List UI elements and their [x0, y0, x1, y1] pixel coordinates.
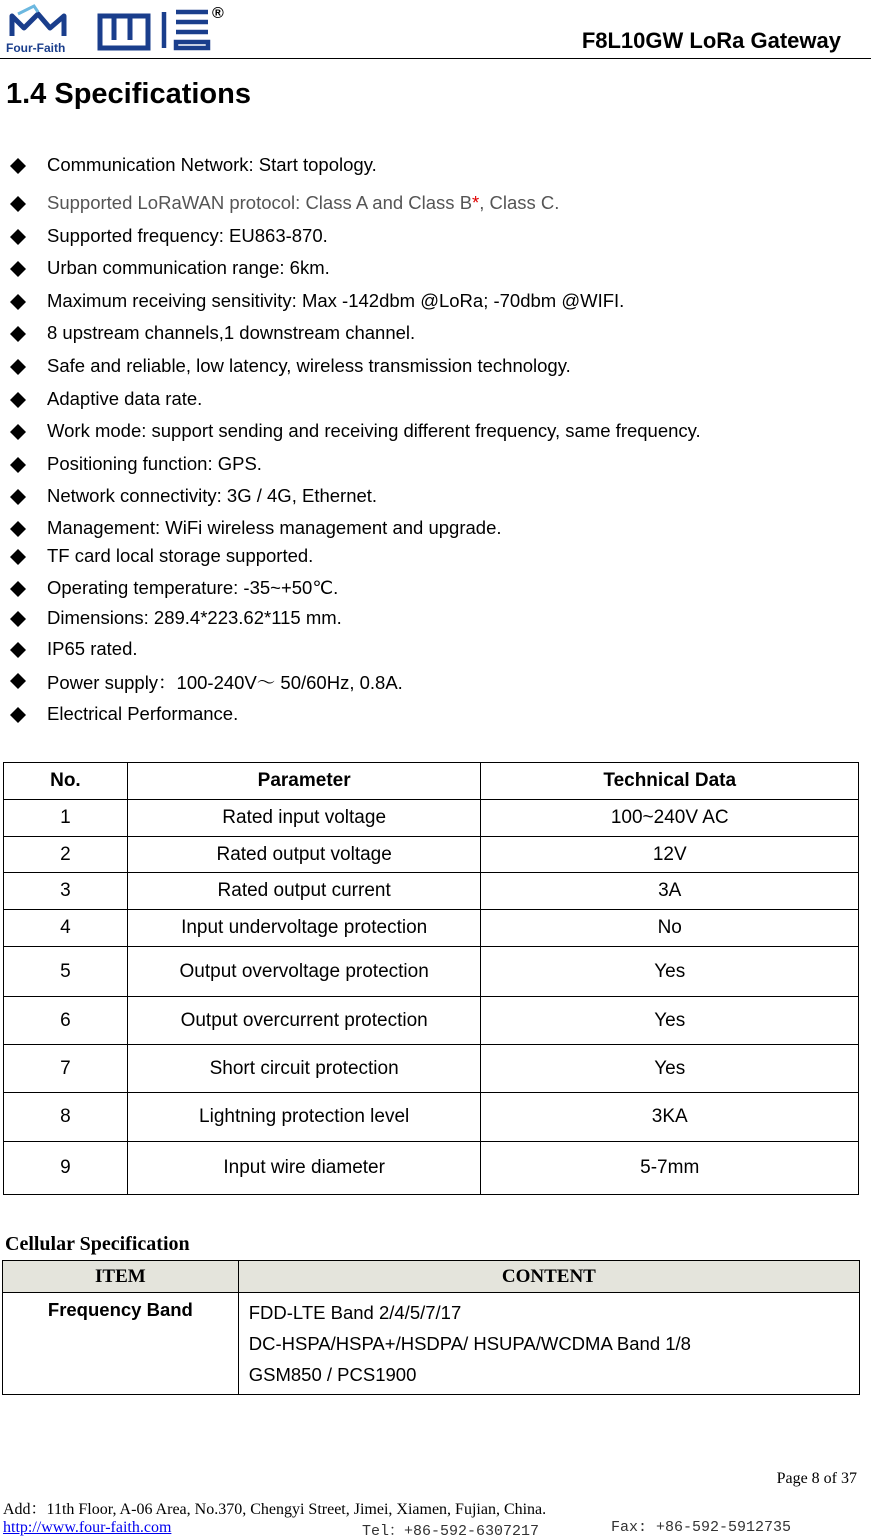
bullet-text: Safe and reliable, low latency, wireless transmission technology.: [47, 355, 571, 376]
bullet-text: Maximum receiving sensitivity: Max -142dbm @LoRa; -70dbm @WIFI.: [47, 290, 625, 311]
content-cell: [238, 1293, 859, 1395]
table-cell: Input wire diameter: [127, 1142, 481, 1195]
table-row: [4, 1142, 859, 1195]
bullet-text: Communication Network: Start topology.: [47, 154, 377, 175]
table-cell: 6: [4, 997, 128, 1045]
diamond-bullet-icon: [10, 294, 26, 310]
cellular-spec-table: [2, 1260, 860, 1395]
content-line: FDD-LTE Band 2/4/5/7/17: [248, 1302, 462, 1323]
table-cell: Rated output voltage: [127, 837, 481, 873]
table-row: [4, 910, 859, 947]
bullet-text-part: Supported LoRaWAN protocol: Class A and Class B: [47, 192, 473, 213]
bullet-text: Network connectivity: 3G / 4G, Ethernet.: [47, 485, 378, 506]
page-number: Page 8 of 37: [776, 1470, 857, 1487]
bullet-text: Positioning function: GPS.: [47, 453, 262, 474]
bullet-text-part: , Class C.: [479, 192, 560, 213]
table-cell: Yes: [481, 947, 859, 997]
bullet-text: Urban communication range: 6km.: [47, 257, 330, 278]
page-header: [0, 0, 871, 59]
table-cell: 5-7mm: [481, 1142, 859, 1195]
table-cell: Short circuit protection: [127, 1045, 481, 1093]
table-cell: 2: [4, 837, 128, 873]
table-cell: 1: [4, 800, 128, 837]
diamond-bullet-icon: [10, 642, 26, 658]
diamond-bullet-icon: [10, 611, 26, 627]
table-cell: 100~240V AC: [481, 800, 859, 837]
diamond-bullet-icon: [10, 581, 26, 597]
website-link[interactable]: http://www.four-faith.com: [3, 1519, 172, 1536]
item-cell: Frequency Band: [3, 1293, 239, 1395]
bullet-text: Supported frequency: EU863-870.: [47, 225, 328, 246]
diamond-bullet-icon: [10, 521, 26, 537]
document-title: F8L10GW LoRa Gateway: [581, 28, 841, 53]
table-cell: 4: [4, 910, 128, 947]
diamond-bullet-icon: [10, 707, 26, 723]
four-faith-logo: [4, 2, 234, 56]
diamond-bullet-icon: [10, 359, 26, 375]
diamond-bullet-icon: [10, 457, 26, 473]
table-cell: 3KA: [481, 1093, 859, 1142]
table-cell: Output overcurrent protection: [127, 997, 481, 1045]
column-header: Parameter: [127, 763, 481, 800]
diamond-bullet-icon: [10, 326, 26, 342]
table-row: [4, 1093, 859, 1142]
content-line: DC-HSPA/HSPA+/HSDPA/ HSUPA/WCDMA Band 1/8: [248, 1333, 691, 1354]
table-cell: 3: [4, 873, 128, 910]
bullet-text: Dimensions: 289.4*223.62*115 mm.: [47, 607, 342, 628]
table-cell: Output overvoltage protection: [127, 947, 481, 997]
diamond-bullet-icon: [10, 261, 26, 277]
table-cell: 3A: [481, 873, 859, 910]
logo-text: Four-Faith: [6, 41, 66, 55]
diamond-bullet-icon: [10, 424, 26, 440]
bullet-text: Work mode: support sending and receiving different frequency, same frequency.: [47, 420, 701, 441]
registered-mark: ®: [212, 5, 224, 22]
bullet-text: Management: WiFi wireless management and upgrade.: [47, 517, 502, 538]
asterisk-mark: *: [472, 192, 480, 213]
bullet-text: Power supply：100-240V～ 50/60Hz, 0.8A.: [47, 672, 403, 693]
table-row: [4, 837, 859, 873]
table-row: [4, 800, 859, 837]
bullet-text: Adaptive data rate.: [47, 388, 203, 409]
table-row: [4, 873, 859, 910]
column-header: Technical Data: [481, 763, 859, 800]
cellular-spec-title: Cellular Specification: [5, 1233, 190, 1255]
telephone: Tel：+86-592-6307217: [362, 1523, 540, 1540]
table-cell: 7: [4, 1045, 128, 1093]
diamond-bullet-icon: [10, 673, 26, 689]
bullet-text: Electrical Performance.: [47, 703, 239, 724]
electrical-performance-table: [3, 762, 859, 1195]
table-cell: Lightning protection level: [127, 1093, 481, 1142]
bullet-text: [47, 192, 559, 214]
column-header: CONTENT: [238, 1261, 859, 1293]
diamond-bullet-icon: [10, 392, 26, 408]
bullet-text: IP65 rated.: [47, 638, 138, 659]
company-address: Add：11th Floor, A-06 Area, No.370, Chengyi Street, Jimei, Xiamen, Fujian, China.: [3, 1501, 547, 1518]
table-row: [4, 947, 859, 997]
table-cell: Yes: [481, 997, 859, 1045]
bullet-text: TF card local storage supported.: [47, 545, 314, 566]
table-row: [3, 1293, 860, 1395]
table-cell: 5: [4, 947, 128, 997]
content-line: GSM850 / PCS1900: [248, 1364, 417, 1385]
table-cell: No: [481, 910, 859, 947]
bullet-text: 8 upstream channels,1 downstream channel.: [47, 322, 416, 343]
table-row: [4, 1045, 859, 1093]
diamond-bullet-icon: [10, 158, 26, 174]
diamond-bullet-icon: [10, 196, 26, 212]
column-header: ITEM: [3, 1261, 239, 1293]
table-cell: Yes: [481, 1045, 859, 1093]
table-cell: 8: [4, 1093, 128, 1142]
section-title: 1.4 Specifications: [6, 78, 251, 110]
table-header-row: [3, 1261, 860, 1293]
table-cell: Rated output current: [127, 873, 481, 910]
diamond-bullet-icon: [10, 489, 26, 505]
diamond-bullet-icon: [10, 229, 26, 245]
column-header: No.: [4, 763, 128, 800]
table-cell: Input undervoltage protection: [127, 910, 481, 947]
table-row: [4, 997, 859, 1045]
bullet-text: Operating temperature: -35~+50℃.: [47, 577, 339, 598]
fax: Fax: +86-592-5912735: [611, 1519, 792, 1536]
diamond-bullet-icon: [10, 549, 26, 565]
table-cell: Rated input voltage: [127, 800, 481, 837]
table-cell: 12V: [481, 837, 859, 873]
table-header-row: [4, 763, 859, 800]
table-cell: 9: [4, 1142, 128, 1195]
